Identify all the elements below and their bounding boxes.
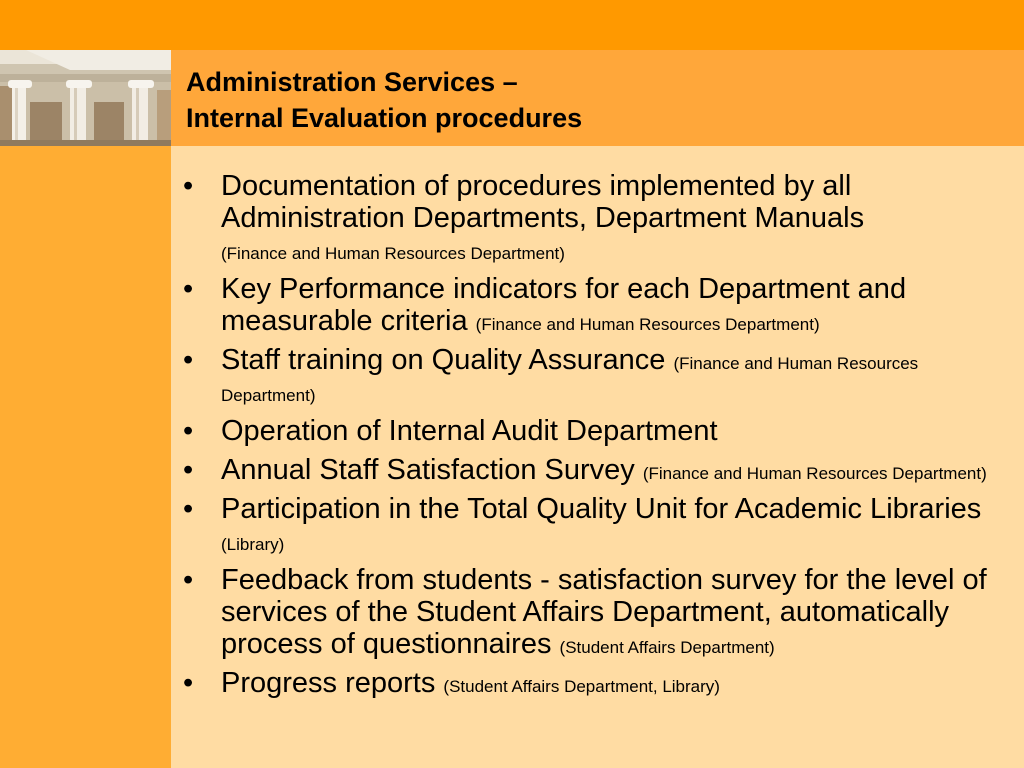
bullet-text: Documentation of procedures implemented by all Administration Departments, Department Manuals: [221, 170, 865, 234]
bullet-marker: •: [183, 170, 194, 202]
bullet-note: (Finance and Human Resources Department): [642, 464, 987, 483]
bullet-note: (Finance and Human Resources Department): [221, 244, 565, 263]
content-area: [171, 146, 1024, 768]
bullet-item: [171, 170, 1008, 266]
bullet-item: [171, 454, 1008, 486]
bullet-list: [171, 146, 1024, 699]
bullet-text: Annual Staff Satisfaction Survey: [221, 454, 635, 486]
bullet-text: Key Performance indicators for each Department and measurable criteria: [221, 273, 907, 337]
top-accent-band: [0, 0, 1024, 50]
slide-title: [186, 64, 582, 136]
bullet-note: (Student Affairs Department, Library): [443, 677, 720, 696]
bullet-marker: •: [183, 273, 194, 305]
bullet-text: Staff training on Quality Assurance: [221, 344, 666, 376]
slide-title-line-1: Administration Services –: [186, 67, 518, 97]
bullet-text: Progress reports: [221, 667, 436, 699]
bullet-text: Participation in the Total Quality Unit for Academic Libraries: [221, 493, 982, 525]
bullet-marker: •: [183, 667, 194, 699]
building-columns-photo: [0, 50, 171, 146]
bullet-note: (Finance and Human Resources Department): [475, 315, 820, 334]
bullet-marker: •: [183, 454, 194, 486]
bullet-marker: •: [183, 493, 194, 525]
bullet-item: [171, 415, 1008, 447]
bullet-note: (Student Affairs Department): [559, 638, 775, 657]
bullet-item: [171, 667, 1008, 699]
bullet-item: [171, 273, 1008, 337]
bullet-text: Operation of Internal Audit Department: [221, 415, 718, 447]
bullet-note: (Finance and Human Resources Department): [221, 354, 919, 405]
bullet-item: [171, 493, 1008, 557]
bullet-item: [171, 564, 1008, 660]
bullet-note: (Library): [221, 535, 285, 554]
bullet-marker: •: [183, 415, 194, 447]
bullet-marker: •: [183, 344, 194, 376]
bullet-marker: •: [183, 564, 194, 596]
slide-title-line-2: Internal Evaluation procedures: [186, 103, 583, 133]
bullet-item: [171, 344, 1008, 408]
bullet-text: Feedback from students - satisfaction survey for the level of services of the Student Affairs Department, automatically process of questionnaires: [221, 564, 987, 660]
left-accent-band: [0, 146, 171, 768]
